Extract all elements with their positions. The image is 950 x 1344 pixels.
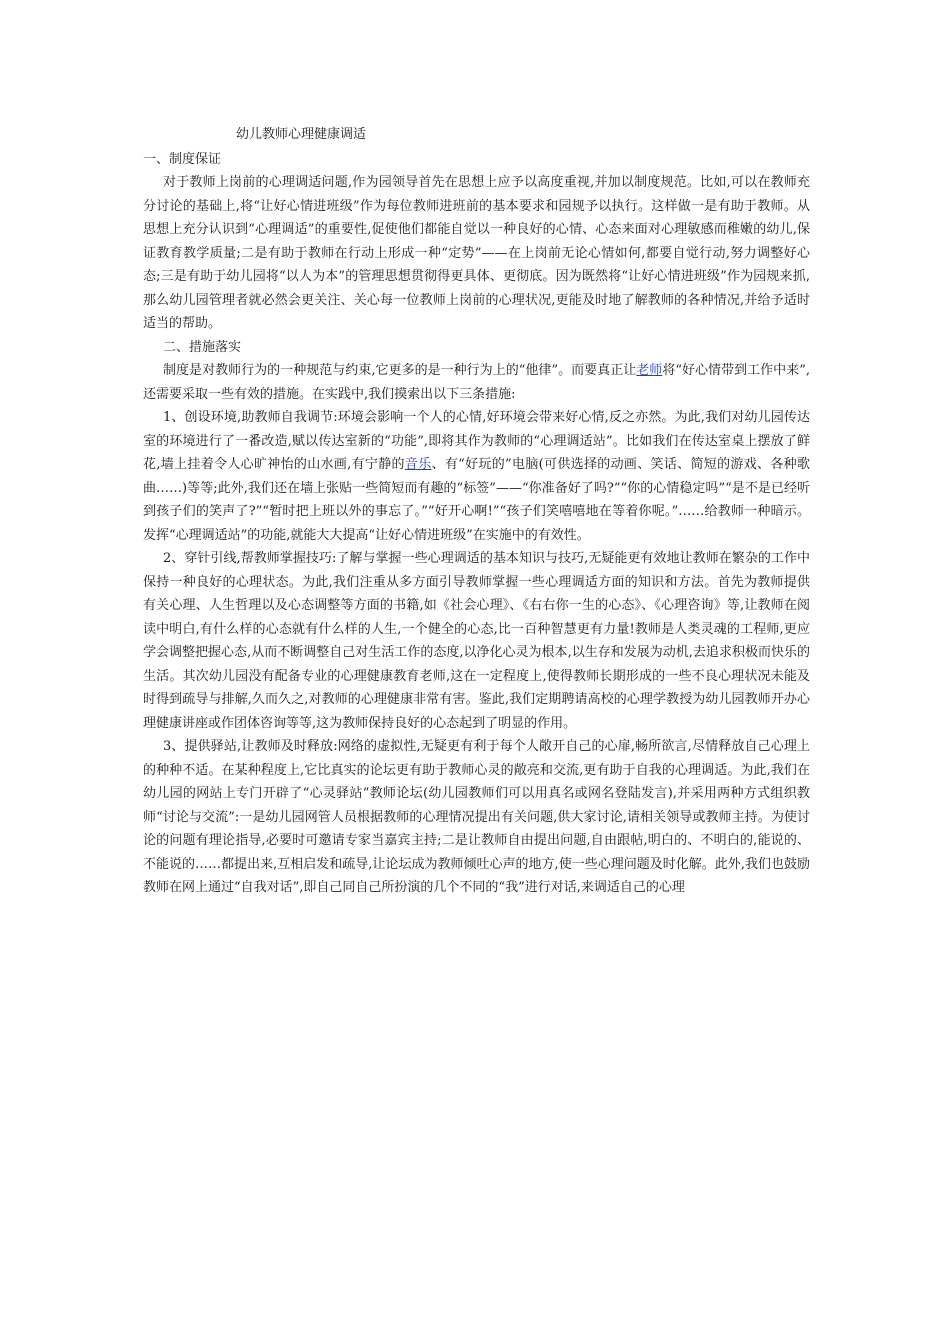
intro-text-before-link: 制度是对教师行为的一种规范与约束,它更多的是一种行为上的“他律”。而要真正让 [163, 363, 637, 378]
paragraph-institutional: 对于教师上岗前的心理调适问题,作为园领导首先在思想上应予以高度重视,并加以制度规范。比如,可以在教师充分讨论的基础上,将“让好心情进班级”作为每位教师进班前的基本要求和园规予以执行。这样做一是有助于教师。从思想上充分认识到“心理调适”的重要性,促使他们都能自觉以一种良好的心情、心态来面对心理敏感而稚嫩的幼儿,保证教育教学质量;二是有助于教师在行动上形成一种“定势”——在上岗前无论心情如何,都要自觉行动,努力调整好心态;三是有助于幼儿园将“以人为本”的管理思想贯彻得更具体、更彻底。因为既然将“让好心情进班级”作为园规来抓,那么幼儿园管理者就必然会更关注、关心每一位教师上岗前的心理状况,更能及时地了解教师的各种情况,并给予适时适当的帮助。 [143, 175, 810, 331]
music-link[interactable]: 音乐 [404, 457, 432, 472]
measure1-text-after-link: 、有“好玩的”电脑(可供选择的动画、笑话、简短的游戏、各种歌曲……)等等;此外,我们还在墙上张贴一些简短而有趣的“标签”——“你准备好了吗?”“你的心情稳定吗”“是不是已经听到孩子们的笑声了?”“暂时把上班以外的事忘了。”“好开心啊!”“孩子们笑嘻嘻地在等着你呢。”……给教师一种暗示。发挥“心理调适站”的功能,就能大大提高“让好心情进班级”在实施中的有效性。 [143, 457, 810, 543]
document-title: 幼儿教师心理健康调适 [236, 127, 367, 142]
paragraph-measure-1 [143, 406, 810, 547]
section-heading-measures: 二、措施落实 [163, 339, 242, 355]
paragraph-measure-3: 3、提供驿站,让教师及时释放:网络的虚拟性,无疑更有利于每个人敞开自己的心扉,畅所欲言,尽情释放自己心理上的种种不适。在某种程度上,它比真实的论坛更有助于教师心灵的敞亮和交流,更有助于自我的心理调适。为此,我们在幼儿园的网站上专门开辟了“心灵驿站”教师论坛(幼儿园教师们可以用真名或网名登陆发言),并采用两种方式组织教师“讨论与交流”:一是幼儿园网管人员根据教师的心理情况提出有关问题,供大家讨论,请相关领导或教师主持。为使讨论的问题有理论指导,必要时可邀请专家当嘉宾主持;二是让教师自由提出问题,自由跟帖,明白的、不明白的,能说的、不能说的……都提出来,互相启发和疏导,让论坛成为教师倾吐心声的地方,使一些心理问题及时化解。此外,我们也鼓励教师在网上通过“自我对话”,即自己同自己所扮演的几个不同的“我”进行对话,来调适自己的心理 [143, 739, 810, 895]
paragraph-measure-2: 2、穿针引线,帮教师掌握技巧:了解与掌握一些心理调适的基本知识与技巧,无疑能更有效地让教师在繁杂的工作中保持一种良好的心理状态。为此,我们注重从多方面引导教师掌握一些心理调适方面的知识和方法。首先为教师提供有关心理、人生哲理以及心态调整等方面的书籍,如《社会心理》、《右右你一生的心态》、《心理咨询》等,让教师在阅读中明白,有什么样的心态就有什么样的人生,一个健全的心态,比一百种智慧更有力量!教师是人类灵魂的工程师,更应学会调整把握心态,从而不断调整自己对生活工作的态度,以净化心灵为根本,以生存和发展为动机,去追求积极而快乐的生活。其次幼儿园没有配备专业的心理健康教育老师,这在一定程度上,使得教师长期形成的一些不良心理状况未能及时得到疏导与排解,久而久之,对教师的心理健康非常有害。鉴此,我们定期聘请高校的心理学教授为幼儿园教师开办心理健康讲座或作团体咨询等等,这为教师保持良好的心态起到了明显的作用。 [143, 551, 810, 731]
paragraph-measures-intro [143, 359, 810, 406]
intro-text-after-link: 将“好心情带到工作中来”,还需要采取一些有效的措施。在实践中,我们摸索出以下三条措施: [143, 363, 810, 402]
document-page [143, 123, 810, 900]
measure1-text-before-link: 1、创设环境,助教师自我调节:环境会影响一个人的心情,好环境会带来好心情,反之亦然。为此,我们对幼儿园传达室的环境进行了一番改造,赋以传达室新的“功能”,即将其作为教师的“心理调适站”。比如我们在传达室桌上摆放了鲜花,墙上挂着令人心旷神怡的山水画,有宁静的 [143, 410, 810, 472]
section-heading-institutional: 一、制度保证 [143, 151, 222, 167]
teacher-link[interactable]: 老师 [636, 363, 663, 378]
